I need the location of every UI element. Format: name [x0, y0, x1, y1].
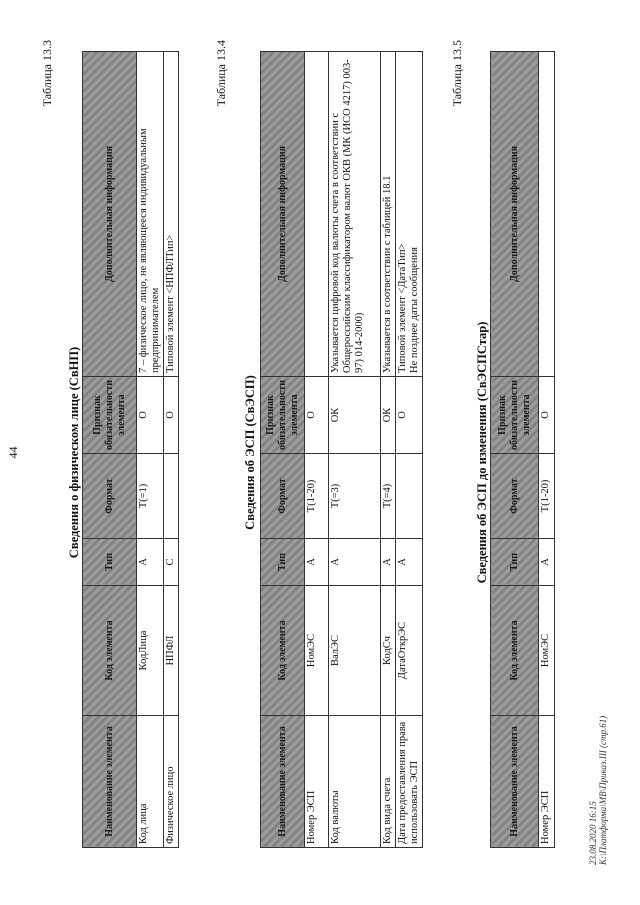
- header-info: Дополнительная информация: [261, 51, 305, 376]
- cell-type: А: [381, 539, 396, 586]
- cell-req: О: [164, 376, 179, 453]
- cell-info: [539, 51, 555, 376]
- footer-stamp: [588, 716, 608, 865]
- table-row: [329, 51, 381, 847]
- cell-req: О: [305, 376, 329, 453]
- header-code: Код элемента: [83, 586, 137, 716]
- cell-info: [305, 51, 329, 376]
- header-name: Наименование элемента: [491, 716, 539, 848]
- table-row: [137, 51, 164, 847]
- cell-name: Физическое лицо: [164, 716, 179, 848]
- cell-name: Код лица: [137, 716, 164, 848]
- table-row: [305, 51, 329, 847]
- cell-info: Указывается в соответствии с таблицей 18.1: [381, 51, 396, 376]
- header-type: Тип: [261, 539, 305, 586]
- header-req: Признак обязательности элемента: [491, 376, 539, 453]
- header-name: Наименование элемента: [261, 716, 305, 848]
- table-header-row: [261, 51, 305, 847]
- cell-name: Код вида счета: [381, 716, 396, 848]
- table-13-4: [260, 51, 423, 848]
- cell-info: Типовой элемент <НПФЛТип>: [164, 51, 179, 376]
- cell-code: КодСч: [381, 586, 396, 716]
- cell-info: Указывается цифровой код валюты счета в соответствии с Общероссийским классификатором валют ОКВ (МК (ИСО 4217) 003-97) 014-2000): [329, 51, 381, 376]
- cell-info: Типовой элемент <ДатаТип> Не позднее даты сообщения: [396, 51, 423, 376]
- page-number: 44: [6, 446, 20, 459]
- cell-format: Т(=4): [381, 454, 396, 539]
- cell-type: А: [539, 539, 555, 586]
- cell-req: О: [539, 376, 555, 453]
- cell-name: Код валюты: [329, 716, 381, 848]
- table-13-4-title: Сведения об ЭСП (СвЭСП): [243, 375, 257, 530]
- cell-format: [164, 454, 179, 539]
- table-13-5-title: Сведения об ЭСП до изменения (СвЭСПСтар): [475, 321, 489, 584]
- header-format: Формат: [83, 454, 137, 539]
- cell-format: Т(=1): [137, 454, 164, 539]
- cell-format: Т(1-20): [305, 454, 329, 539]
- cell-req: О: [396, 376, 423, 453]
- header-format: Формат: [491, 454, 539, 539]
- table-row: [381, 51, 396, 847]
- cell-type: А: [396, 539, 423, 586]
- footer-path: К:\Платформа\МВ\Приказ.III (стр.61): [598, 715, 608, 865]
- table-row: [164, 51, 179, 847]
- table-header-row: [491, 51, 539, 847]
- cell-code: НомЭС: [539, 586, 555, 716]
- header-req: Признак обязательности элемента: [83, 376, 137, 453]
- cell-format: Т(1-20): [539, 454, 555, 539]
- table-13-3-title: Сведения о физическом лице (СвНП): [67, 346, 81, 559]
- cell-code: НПФЛ: [164, 586, 179, 716]
- table-header-row: [83, 51, 137, 847]
- table-13-3-label: Таблица 13.3: [40, 40, 54, 107]
- header-info: Дополнительная информация: [83, 51, 137, 376]
- header-type: Тип: [83, 539, 137, 586]
- table-13-5-label: Таблица 13.5: [450, 40, 464, 107]
- cell-code: КодЛица: [137, 586, 164, 716]
- cell-name: Номер ЭСП: [539, 716, 555, 848]
- header-info: Дополнительная информация: [491, 51, 539, 376]
- table-row: [539, 51, 555, 847]
- cell-req: О: [137, 376, 164, 453]
- cell-type: С: [164, 539, 179, 586]
- cell-format: Т(=3): [329, 454, 381, 539]
- header-type: Тип: [491, 539, 539, 586]
- cell-req: ОК: [381, 376, 396, 453]
- cell-type: А: [305, 539, 329, 586]
- cell-req: ОК: [329, 376, 381, 453]
- table-13-4-label: Таблица 13.4: [214, 40, 228, 107]
- cell-info: 7 – физическое лицо, не являющееся индивидуальным предпринимателем: [137, 51, 164, 376]
- footer-date: 23.08.2020 16:15: [588, 801, 598, 865]
- cell-code: НомЭС: [305, 586, 329, 716]
- cell-code: ВалЭС: [329, 586, 381, 716]
- header-format: Формат: [261, 454, 305, 539]
- cell-format: [396, 454, 423, 539]
- table-row: [396, 51, 423, 847]
- cell-type: А: [137, 539, 164, 586]
- header-req: Признак обязательности элемента: [261, 376, 305, 453]
- table-13-5: [490, 51, 555, 848]
- table-13-3: [82, 51, 179, 848]
- cell-code: ДатаОткрЭС: [396, 586, 423, 716]
- header-name: Наименование элемента: [83, 716, 137, 848]
- cell-name: Дата предоставления права использовать ЭСП: [396, 716, 423, 848]
- header-code: Код элемента: [491, 586, 539, 716]
- header-code: Код элемента: [261, 586, 305, 716]
- cell-type: А: [329, 539, 381, 586]
- cell-name: Номер ЭСП: [305, 716, 329, 848]
